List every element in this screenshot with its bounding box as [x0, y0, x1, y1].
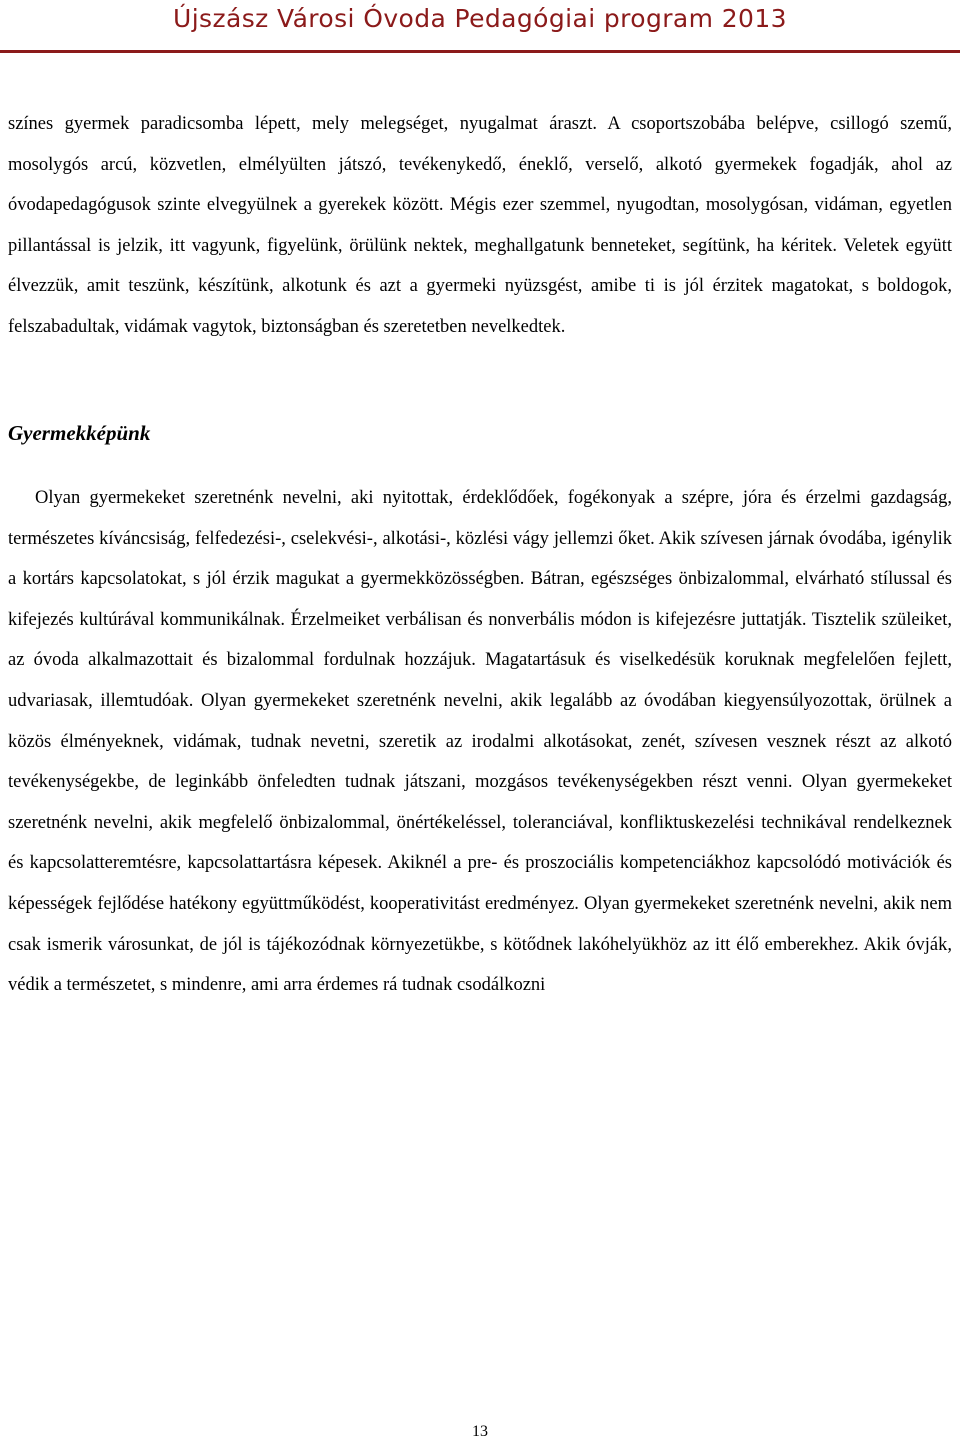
page-header — [0, 0, 960, 54]
section-heading: Gyermekképünk — [8, 421, 151, 445]
intro-paragraph: színes gyermek paradicsomba lépett, mely melegséget, nyugalmat áraszt. A csoportszobába belépve, csillogó szemű, mosolygós arcú, közvetlen, elmélyülten játszó, tevékenykedő, éneklő, verselő, alkotó gyermekek fogadják, ahol az óvodapedagógusok szinte elvegyülnek a gyerekek között. Mégis ezer szemmel, nyugodtan, mosolygósan, vidáman, egyetlen pillantással is jelzik, itt vagyunk, figyelünk, örülünk nektek, meghallgatunk benneteket, segítünk, ha kéritek. Veletek együtt élvezzük, amit teszünk, készítünk, alkotunk és azt a gyermeki nyüzsgést, amibe ti is jól érzitek magatokat, s boldogok, felszabadultak, vidámak vagytok, biztonságban és szeretetben nevelkedtek. — [8, 114, 952, 337]
header-divider — [0, 50, 960, 53]
document-title: Újszász Városi Óvoda Pedagógiai program 2013 — [173, 4, 787, 33]
section-paragraph: Olyan gyermekeket szeretnénk nevelni, aki nyitottak, érdeklődőek, fogékonyak a szépre, jóra és érzelmi gazdagság, természetes kíváncsiság, felfedezési-, cselekvési-, alkotási-, közlési vágy jellemzi őket. Akik szívesen járnak óvodába, igénylik a kortárs kapcsolatokat, s jól érzik magukat a gyermekközösségben. Bátran, egészséges önbizalommal, elvárható stílussal és kifejezés kultúrával kommunikálnak. Érzelmeiket verbálisan és nonverbális módon is kifejezésre juttatják. Tisztelik szüleiket, az óvoda alkalmazottait és bizalommal fordulnak hozzájuk. Magatartásuk és viselkedésük koruknak megfelelően fejlett, udvariasak, illemtudóak. Olyan gyermekeket szeretnénk nevelni, akik legalább az óvodában kiegyensúlyozottak, örülnek a közös élményeknek, vidámak, tudnak nevetni, szeretik az irodalmi alkotásokat, zenét, szívesen vesznek részt az alkotó tevékenységekbe, de leginkább önfeledten tudnak játszani, mozgásos tevékenységekben részt venni. Olyan gyermekeket szeretnénk nevelni, akik megfelelő önbizalommal, önértékeléssel, toleranciával, konfliktuskezelési technikával rendelkeznek és kapcsolatteremtésre, kapcsolattartásra képesek. Akiknél a pre- és proszociális kompetenciákhoz kapcsolódó motivációk és képességek fejlődése hatékony együttműködést, kooperativitást eredményez. Olyan gyermekeket szeretnénk nevelni, akik nem csak ismerik városunkat, de jól is tájékozódnak környezetükbe, s kötődnek lakóhelyükhöz az itt élő emberekhez. Akik óvják, védik a természetet, s mindenre, ami arra érdemes rá tudnak csodálkozni — [8, 488, 952, 996]
page-number: 13 — [472, 1423, 488, 1440]
